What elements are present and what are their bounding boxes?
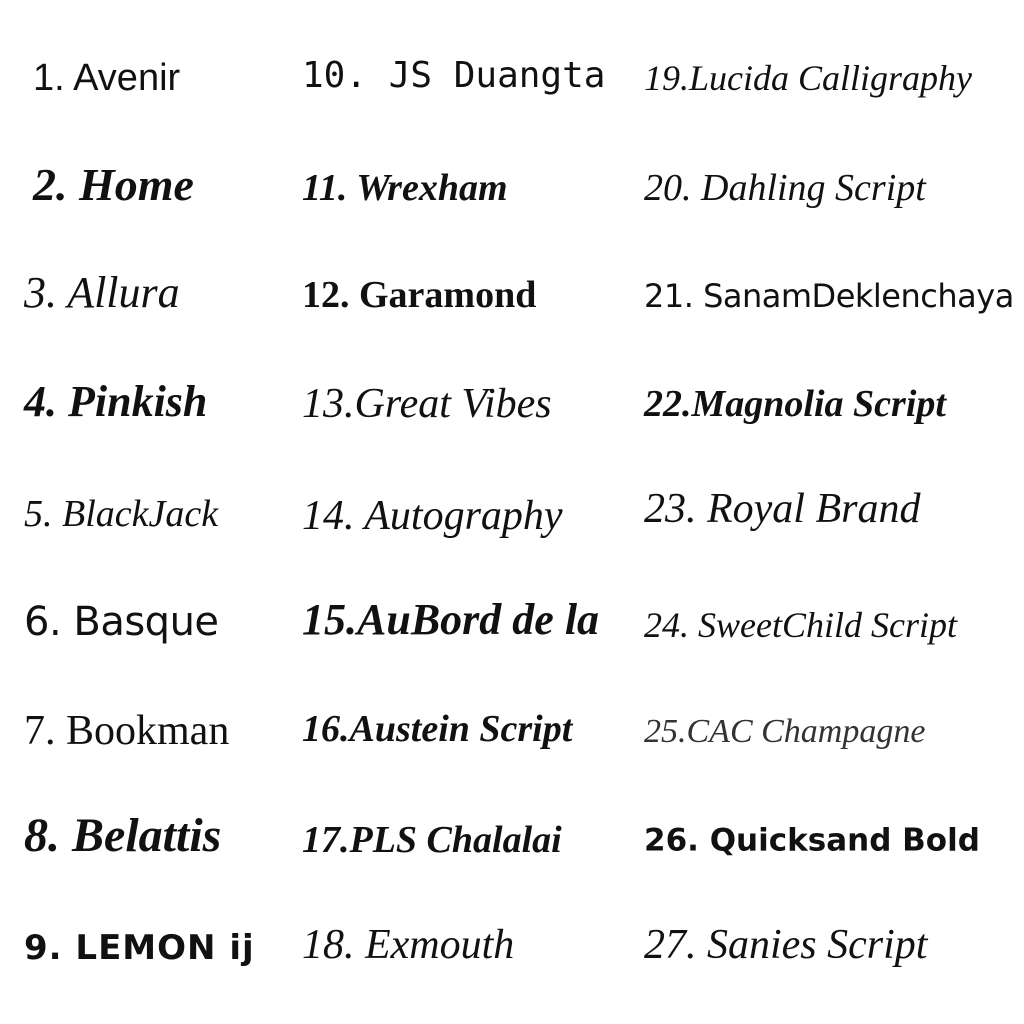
font-sample-bookman: 7. Bookman (24, 708, 230, 754)
font-sample-sanamdeklenchaya: 21. SanamDeklenchaya (644, 277, 1014, 315)
font-sample-lemon-ij: 9. LEMON ij (24, 928, 255, 968)
font-sample-js-duangta: 10. JS Duangta (302, 55, 606, 96)
font-sample-cac-champagne: 25.CAC Champagne (644, 713, 926, 750)
font-sample-belattis: 8. Belattis (24, 809, 222, 862)
font-sample-exmouth: 18. Exmouth (302, 922, 515, 968)
font-sample-garamond: 12. Garamond (302, 274, 537, 316)
font-sample-autography: 14. Autography (302, 493, 563, 539)
font-sample-basque: 6. Basque (24, 599, 219, 645)
font-sample-wrexham: 11. Wrexham (302, 167, 508, 209)
font-sample-allura: 3. Allura (24, 268, 180, 317)
font-sample-pinkish: 4. Pinkish (24, 377, 208, 426)
font-sample-avenir: 1. Avenir (33, 57, 181, 99)
font-sample-dahling-script: 20. Dahling Script (644, 167, 926, 209)
font-sample-aubord-de-la: 15.AuBord de la (302, 595, 600, 644)
font-sample-royal-brand: 23. Royal Brand (644, 486, 921, 532)
font-sample-pls-chalalai: 17.PLS Chalalai (302, 819, 562, 861)
font-sample-blackjack: 5. BlackJack (24, 493, 219, 535)
font-sample-sweetchild-script: 24. SweetChild Script (644, 605, 957, 645)
font-sample-austein-script: 16.Austein Script (302, 708, 573, 750)
font-sample-home: 2. Home (33, 159, 194, 210)
font-sample-great-vibes: 13.Great Vibes (302, 381, 552, 427)
font-sample-sanies-script: 27. Sanies Script (644, 922, 928, 968)
font-sample-magnolia-script: 22.Magnolia Script (644, 383, 946, 425)
font-sample-lucida-calligraphy: 19.Lucida Calligraphy (644, 58, 973, 98)
font-sample-quicksand-bold: 26. Quicksand Bold (644, 822, 980, 859)
